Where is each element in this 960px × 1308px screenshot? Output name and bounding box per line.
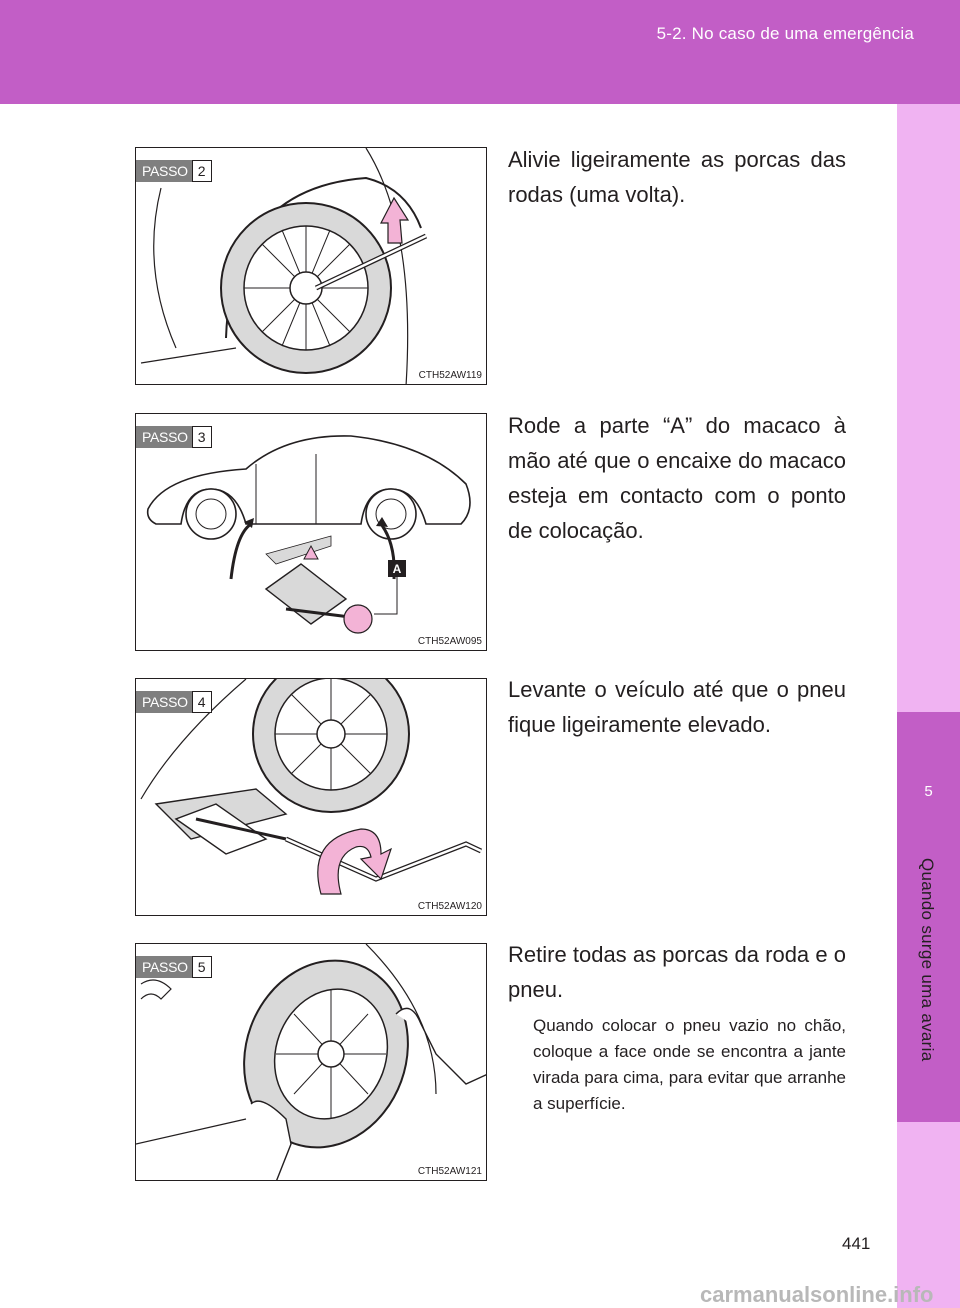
page-number: 441 bbox=[842, 1234, 871, 1253]
step-word: PASSO bbox=[136, 956, 192, 978]
step-word: PASSO bbox=[136, 691, 192, 713]
tire-removal-illustration bbox=[136, 944, 487, 1181]
chapter-title: Quando surge uma avaria bbox=[918, 858, 937, 1062]
step-badge-2 bbox=[136, 160, 212, 182]
step-5-note: Quando colocar o pneu vazio no chão, coloque a face onde se encontra a jante virada para cima, para evitar que arranhe a superfície. bbox=[533, 1016, 846, 1113]
step-badge-4 bbox=[136, 691, 212, 713]
figure-code: CTH52AW121 bbox=[417, 1166, 482, 1177]
step-number: 4 bbox=[192, 691, 212, 713]
step-2-text: Alivie ligeiramente as porcas das rodas (uma volta). bbox=[508, 147, 846, 207]
figure-step-4 bbox=[135, 678, 487, 916]
section-title: 5-2. No caso de uma emergência bbox=[656, 24, 914, 43]
step-number: 5 bbox=[192, 956, 212, 978]
figure-code: CTH52AW095 bbox=[417, 636, 482, 647]
chapter-number: 5 bbox=[924, 783, 933, 800]
step-badge-5 bbox=[136, 956, 212, 978]
step-3-text: Rode a parte “A” do macaco à mão até que o encaixe do macaco esteja em contacto com o ponto de colocação. bbox=[508, 413, 846, 543]
header-band bbox=[0, 0, 960, 104]
watermark: carmanualsonline.info bbox=[700, 1282, 934, 1307]
car-jack-illustration bbox=[136, 414, 487, 651]
step-5-text: Retire todas as porcas da roda e o pneu. bbox=[508, 942, 846, 1002]
step-number: 2 bbox=[192, 160, 212, 182]
step-4-text: Levante o veículo até que o pneu fique ligeiramente elevado. bbox=[508, 677, 846, 737]
wheel-wrench-illustration bbox=[136, 148, 487, 385]
side-margin bbox=[897, 104, 960, 1308]
figure-step-5 bbox=[135, 943, 487, 1181]
step-word: PASSO bbox=[136, 160, 192, 182]
figure-step-2 bbox=[135, 147, 487, 385]
callout-a-label: A bbox=[392, 562, 402, 576]
figure-code: CTH52AW120 bbox=[417, 901, 482, 912]
figure-code: CTH52AW119 bbox=[418, 370, 482, 381]
jack-lift-illustration bbox=[136, 679, 487, 916]
step-badge-3 bbox=[136, 426, 212, 448]
figure-step-3 bbox=[135, 413, 487, 651]
step-word: PASSO bbox=[136, 426, 192, 448]
step-number: 3 bbox=[192, 426, 212, 448]
